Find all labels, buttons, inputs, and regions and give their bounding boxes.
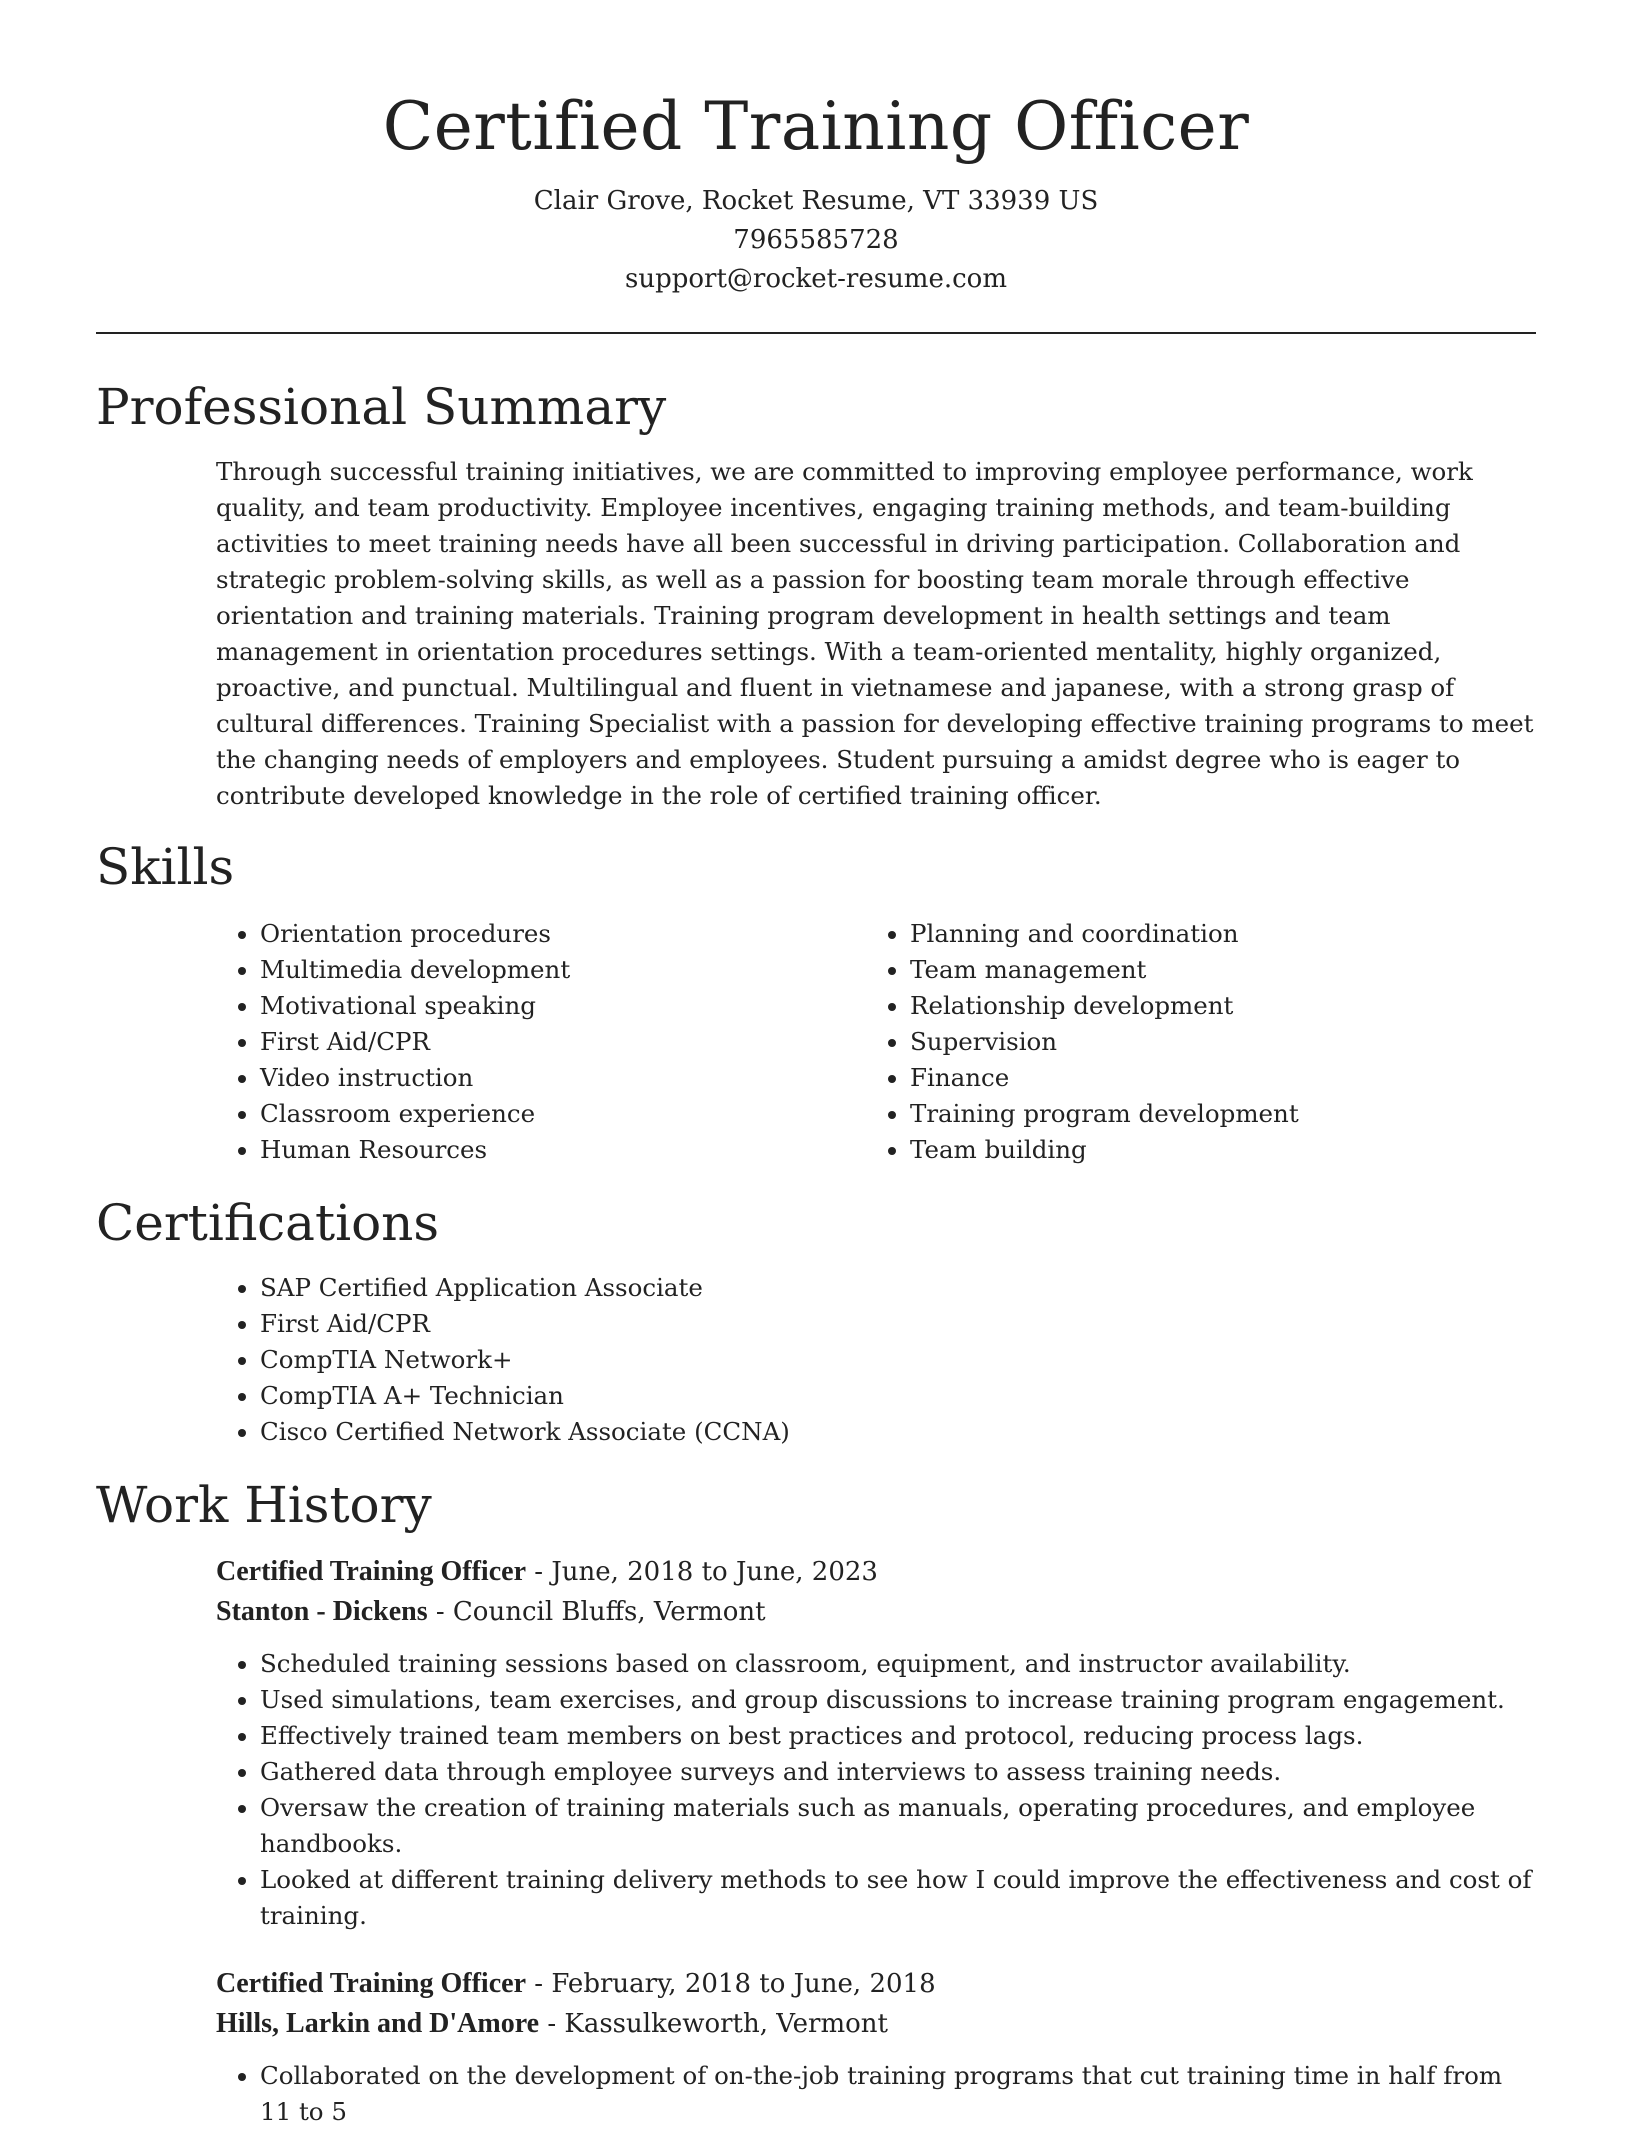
job-duty-item: • Oversaw the creation of training materials such as manuals, operating procedures, and employee handbooks. <box>260 1790 1536 1862</box>
job-dates: - June, 2018 to June, 2023 <box>526 1557 878 1587</box>
job-company-line <box>216 1592 1536 1632</box>
certification-item: • Cisco Certified Network Associate (CCNA) <box>260 1414 1536 1450</box>
skill-item: • Planning and coordination <box>910 916 1516 952</box>
skill-item: • Team building <box>910 1132 1516 1168</box>
skill-item: • Orientation procedures <box>260 916 866 952</box>
summary-section <box>96 374 1536 814</box>
skill-item: • Classroom experience <box>260 1096 866 1132</box>
job-entry <box>216 1964 1536 2130</box>
job-duties <box>216 1646 1536 1934</box>
skill-item: • Team management <box>910 952 1516 988</box>
certifications-section <box>96 1190 1536 1450</box>
skill-item: • Motivational speaking <box>260 988 866 1024</box>
job-duty-item: • Effectively trained team members on best practices and protocol, reducing process lags. <box>260 1718 1536 1754</box>
work-history-heading: Work History <box>96 1476 432 1534</box>
job-entry <box>216 1552 1536 1934</box>
certifications-heading: Certifications <box>96 1194 440 1252</box>
certification-item: • CompTIA A+ Technician <box>260 1378 1536 1414</box>
work-history-section <box>96 1472 1536 2130</box>
certification-item: • SAP Certified Application Associate <box>260 1270 1536 1306</box>
skill-item: • Multimedia development <box>260 952 866 988</box>
job-location: - Council Bluffs, Vermont <box>427 1597 766 1627</box>
summary-body <box>216 454 1536 814</box>
skill-item: • Video instruction <box>260 1060 866 1096</box>
contact-address: Clair Grove, Rocket Resume, VT 33939 US <box>533 186 1099 216</box>
header-divider <box>96 332 1536 334</box>
job-company: Stanton - Dickens <box>216 1596 428 1627</box>
skills-section <box>96 834 1536 1168</box>
job-title-line <box>216 1552 1536 1592</box>
skills-column-left <box>216 916 866 1168</box>
skills-grid <box>216 916 1536 1168</box>
skill-item: • First Aid/CPR <box>260 1024 866 1060</box>
contact-info <box>0 182 1632 299</box>
job-title-line <box>216 1964 1536 2004</box>
job-dates: - February, 2018 to June, 2018 <box>526 1969 936 1999</box>
job-duty-item: • Scheduled training sessions based on classroom, equipment, and instructor availability. <box>260 1646 1536 1682</box>
skill-item: • Relationship development <box>910 988 1516 1024</box>
job-duties <box>216 2058 1536 2130</box>
contact-phone: 7965585728 <box>733 225 899 255</box>
certification-item: • CompTIA Network+ <box>260 1342 1536 1378</box>
job-company: Hills, Larkin and D'Amore <box>216 2008 540 2039</box>
job-title: Certified Training Officer <box>216 1556 526 1587</box>
job-duty-item: • Looked at different training delivery methods to see how I could improve the effectiveness and cost of training. <box>260 1862 1536 1934</box>
summary-heading: Professional Summary <box>96 378 667 436</box>
job-title: Certified Training Officer <box>216 1968 526 1999</box>
skills-column-right <box>866 916 1516 1168</box>
job-duty-item: • Gathered data through employee surveys and interviews to assess training needs. <box>260 1754 1536 1790</box>
skills-heading: Skills <box>96 838 235 896</box>
job-company-line <box>216 2004 1536 2044</box>
skill-item: • Human Resources <box>260 1132 866 1168</box>
skill-item: • Finance <box>910 1060 1516 1096</box>
certification-item: • First Aid/CPR <box>260 1306 1536 1342</box>
job-location: - Kassulkeworth, Vermont <box>539 2009 888 2039</box>
skill-item: • Training program development <box>910 1096 1516 1132</box>
resume-header <box>0 0 1632 299</box>
job-duty-item: • Used simulations, team exercises, and group discussions to increase training program engagement. <box>260 1682 1536 1718</box>
certifications-list <box>216 1270 1536 1450</box>
skill-item: • Supervision <box>910 1024 1516 1060</box>
summary-text: Through successful training initiatives, we are committed to improving employee performance, work quality, and team productivity. Employee incentives, engaging training methods, and team-building activities to meet training needs have all been successful in driving participation. Collaboration and strategic problem-solving skills, as well as a passion for boosting team morale through effective orientation and training materials. Training program development in health settings and team management in orientation procedures settings. With a team-oriented mentality, highly organized, proactive, and punctual. Multilingual and fluent in vietnamese and japanese, with a strong grasp of cultural differences. Training Specialist with a passion for developing effective training programs to meet the changing needs of employers and employees. Student pursuing a amidst degree who is eager to contribute developed knowledge in the role of certified training officer. <box>216 457 1534 810</box>
job-duty-item: • Collaborated on the development of on-the-job training programs that cut training time in half from 11 to 5 <box>260 2058 1536 2130</box>
resume-name: Certified Training Officer <box>382 88 1250 165</box>
contact-email: support@rocket-resume.com <box>624 264 1007 294</box>
